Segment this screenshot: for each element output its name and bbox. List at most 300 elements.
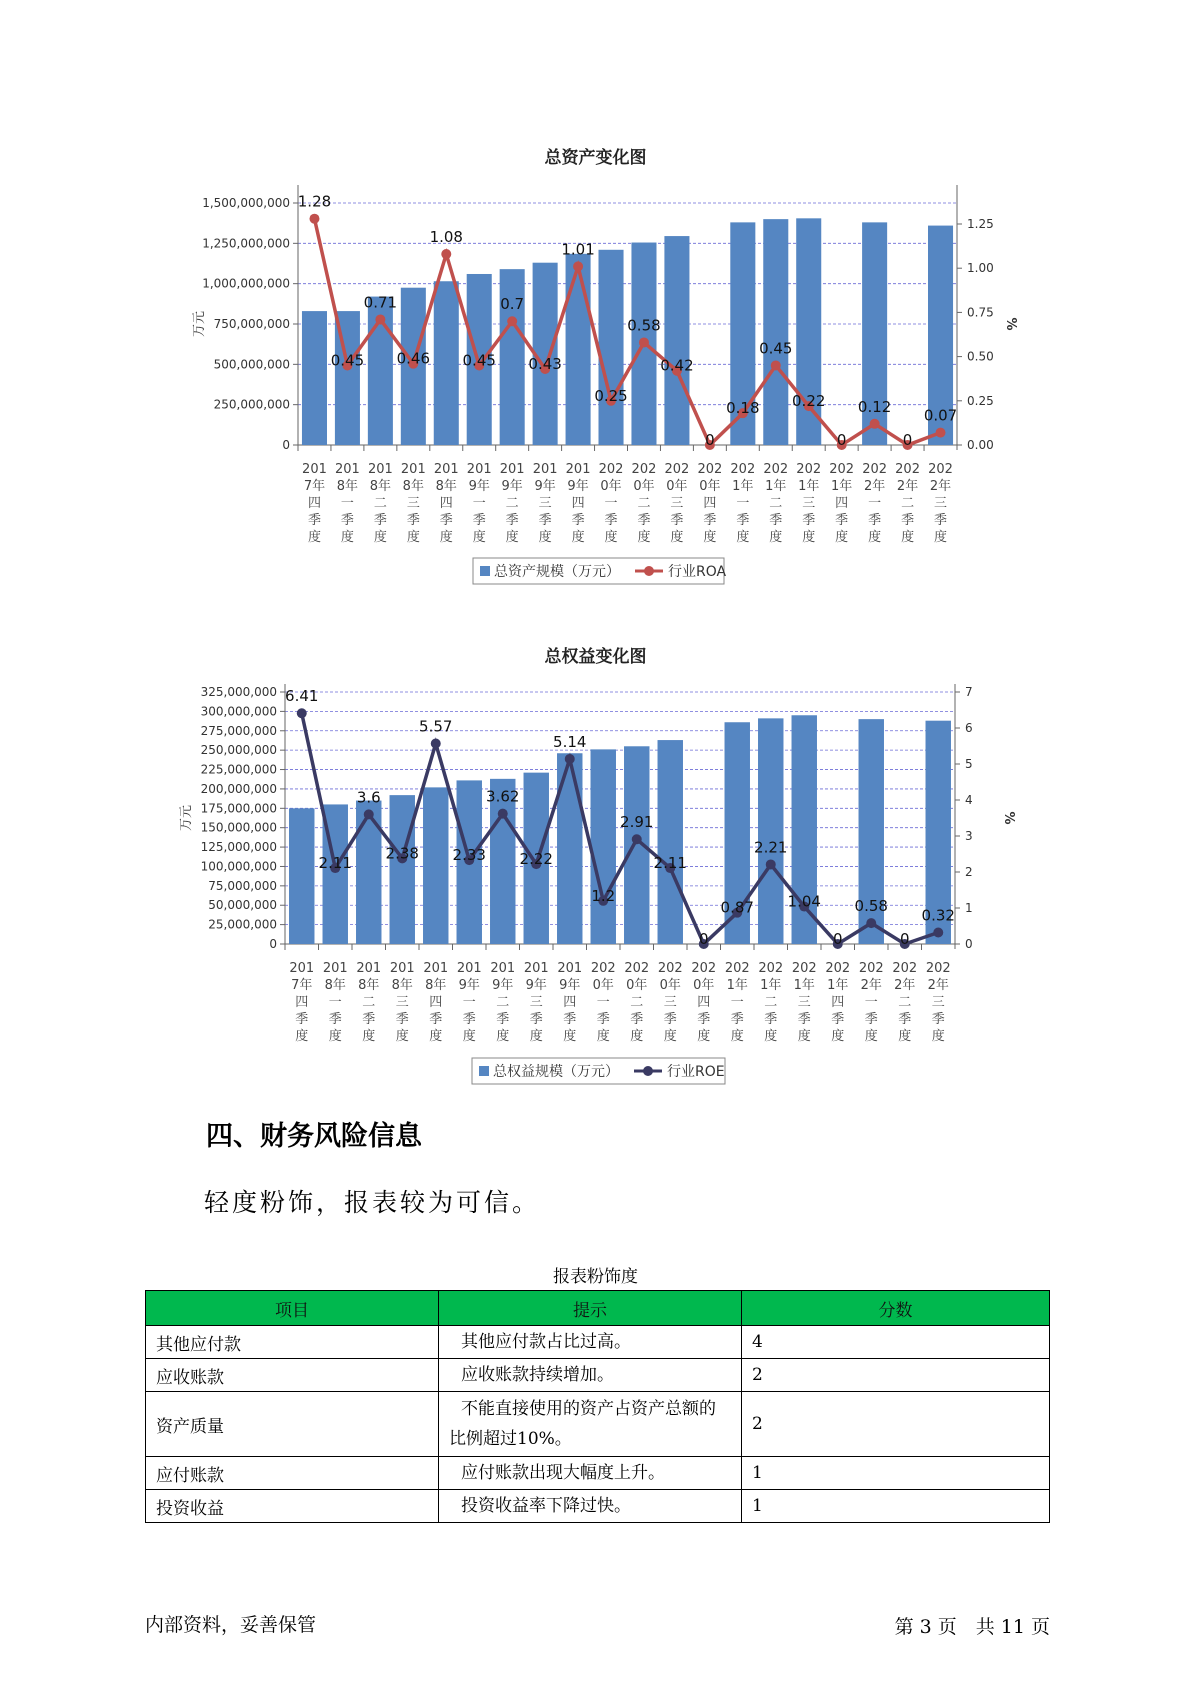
data-label: 0.87: [720, 898, 754, 917]
x-tick-label: 度: [637, 530, 651, 545]
x-tick-label: 季: [868, 513, 882, 528]
y-tick-label: 0: [269, 937, 277, 951]
total-assets-chart: [0, 180, 1191, 590]
x-tick-label: 度: [931, 1029, 945, 1044]
x-tick-label: 201: [322, 961, 348, 976]
data-label: 0.45: [759, 339, 793, 358]
data-label: 2.11: [653, 854, 687, 873]
data-label: 1.01: [561, 240, 595, 259]
y2-tick-label: 0.00: [967, 438, 994, 452]
legend-bar-label: 总资产规模（万元）: [494, 564, 620, 580]
x-tick-label: 度: [496, 1029, 510, 1044]
x-tick-label: 度: [730, 1029, 744, 1044]
line-point: [498, 809, 508, 819]
footer-confidential: 内部资料，妥善保管: [145, 1614, 317, 1636]
y2-tick-label: 5: [965, 757, 973, 771]
x-tick-label: 季: [462, 1012, 476, 1027]
x-tick-label: 202: [631, 462, 657, 477]
x-tick-label: 一: [604, 496, 618, 511]
x-tick-label: 季: [802, 513, 816, 528]
x-tick-label: 四: [703, 496, 717, 511]
data-label: 5.14: [553, 732, 587, 751]
bar: [289, 808, 314, 944]
data-label: 0.42: [660, 356, 694, 375]
x-tick-label: 2年: [894, 978, 916, 993]
x-tick-label: 二: [505, 496, 519, 511]
data-label: 3.6: [356, 788, 381, 807]
data-label: 2.38: [385, 844, 419, 863]
cell-hint: 不能直接使用的资产占资产总额的比例超过10%。: [439, 1392, 742, 1457]
x-tick-label: 一: [328, 995, 342, 1010]
x-tick-label: 二: [496, 995, 510, 1010]
x-tick-label: 201: [499, 462, 525, 477]
table-caption: 报表粉饰度: [553, 1267, 638, 1287]
line-point: [771, 360, 781, 370]
x-tick-label: 201: [490, 961, 516, 976]
x-tick-label: 季: [901, 513, 915, 528]
x-tick-label: 201: [523, 961, 549, 976]
x-tick-label: 度: [736, 530, 750, 545]
data-label: 0.07: [923, 406, 958, 425]
y-tick-label: 125,000,000: [200, 840, 277, 855]
x-tick-label: 四: [295, 995, 309, 1010]
x-tick-label: 202: [858, 961, 884, 976]
y2-tick-label: 7: [965, 685, 973, 699]
x-tick-label: 8年: [391, 978, 413, 993]
x-tick-label: 季: [835, 513, 849, 528]
line-point: [364, 809, 374, 819]
x-tick-label: 202: [791, 961, 817, 976]
data-label: 0.45: [330, 351, 365, 370]
x-tick-label: 二: [769, 496, 783, 511]
x-tick-label: 度: [472, 530, 486, 545]
data-label: 0.32: [921, 906, 955, 925]
data-label: 0.12: [857, 397, 892, 416]
legend-bar-label: 总权益规模（万元）: [493, 1064, 619, 1080]
x-tick-label: 度: [663, 1029, 677, 1044]
x-tick-label: 季: [328, 1012, 342, 1027]
x-tick-label: 度: [462, 1029, 476, 1044]
x-tick-label: 201: [400, 462, 426, 477]
x-tick-label: 9年: [525, 978, 547, 993]
x-tick-label: 季: [934, 513, 948, 528]
line-point: [866, 918, 876, 928]
y-tick-label: 750,000,000: [213, 317, 290, 331]
data-label: 1.28: [297, 192, 332, 211]
x-tick-label: 1年: [765, 479, 787, 494]
bar: [763, 219, 788, 445]
x-tick-label: 二: [764, 995, 778, 1010]
x-tick-label: 二: [901, 496, 915, 511]
x-tick-label: 201: [356, 961, 382, 976]
x-tick-label: 度: [831, 1029, 845, 1044]
y-tick-label: 1,000,000,000: [202, 276, 290, 291]
table-row: [146, 1392, 1050, 1457]
bar: [591, 749, 616, 944]
cell-hint: 投资收益率下降过快。: [439, 1490, 742, 1523]
data-label: 0: [836, 431, 847, 449]
line-point: [632, 834, 642, 844]
x-tick-label: 二: [630, 995, 644, 1010]
data-label: 6.41: [285, 687, 319, 706]
x-tick-label: 度: [797, 1029, 811, 1044]
x-tick-label: 201: [389, 961, 415, 976]
y2-tick-label: 1.00: [967, 261, 994, 276]
x-tick-label: 8年: [425, 978, 447, 993]
y-tick-label: 150,000,000: [200, 820, 277, 835]
x-tick-label: 0年: [659, 978, 681, 993]
x-tick-label: 四: [429, 995, 443, 1010]
x-tick-label: 9年: [501, 479, 523, 494]
table-row: [146, 1359, 1050, 1392]
x-tick-label: 一: [736, 496, 750, 511]
x-tick-label: 度: [697, 1029, 711, 1044]
x-tick-label: 202: [829, 462, 855, 477]
y-tick-label: 25,000,000: [208, 917, 277, 932]
cell-score: 4: [742, 1326, 1050, 1359]
cell-item: 应收账款: [146, 1359, 439, 1392]
x-tick-label: 度: [307, 530, 321, 545]
x-tick-label: 度: [901, 530, 915, 545]
x-tick-label: 季: [831, 1012, 845, 1027]
cell-item: 投资收益: [146, 1490, 439, 1523]
x-tick-label: 度: [340, 530, 354, 545]
y-tick-label: 300,000,000: [200, 704, 277, 719]
x-tick-label: 202: [664, 462, 690, 477]
x-tick-label: 9年: [559, 978, 581, 993]
x-tick-label: 1年: [732, 479, 754, 494]
x-tick-label: 8年: [336, 479, 359, 494]
x-tick-label: 1年: [798, 479, 820, 494]
footer-page-number: 第 3 页 共 11 页: [894, 1616, 1050, 1638]
x-tick-label: 度: [934, 530, 948, 545]
x-tick-label: 一: [596, 995, 610, 1010]
x-tick-label: 8年: [402, 479, 424, 494]
line-point: [507, 316, 517, 326]
bar: [390, 795, 415, 944]
y-tick-label: 1,500,000,000: [202, 196, 290, 210]
y-tick-label: 50,000,000: [208, 898, 277, 913]
x-tick-label: 季: [663, 1012, 677, 1027]
x-tick-label: 季: [769, 513, 783, 528]
data-label: 2.33: [452, 846, 486, 865]
x-tick-label: 季: [406, 513, 420, 528]
x-tick-label: 二: [362, 995, 376, 1010]
x-tick-label: 2年: [863, 479, 886, 494]
line-point: [309, 214, 319, 224]
line-point: [639, 337, 649, 347]
x-tick-label: 度: [328, 1029, 342, 1044]
x-tick-label: 202: [763, 462, 789, 477]
x-tick-label: 二: [898, 995, 912, 1010]
x-tick-label: 9年: [567, 479, 589, 494]
bar: [423, 787, 448, 944]
x-tick-label: 202: [691, 961, 717, 976]
data-label: 3.62: [486, 787, 520, 806]
x-tick-label: 度: [362, 1029, 376, 1044]
x-tick-label: 度: [571, 530, 585, 545]
x-tick-label: 201: [367, 462, 393, 477]
chart2-title: 总权益变化图: [544, 647, 647, 667]
x-tick-label: 度: [864, 1029, 878, 1044]
x-tick-label: 一: [462, 995, 476, 1010]
x-tick-label: 202: [825, 961, 851, 976]
x-tick-label: 季: [429, 1012, 443, 1027]
x-tick-label: 度: [538, 530, 552, 545]
x-tick-label: 季: [563, 1012, 577, 1027]
x-tick-label: 2年: [860, 978, 882, 993]
x-tick-label: 季: [604, 513, 618, 528]
x-tick-label: 202: [598, 462, 624, 477]
bar: [356, 801, 381, 944]
x-tick-label: 三: [797, 995, 811, 1010]
cell-score: 1: [742, 1490, 1050, 1523]
x-tick-label: 季: [596, 1012, 610, 1027]
y-tick-label: 250,000,000: [213, 397, 290, 412]
y2-tick-label: 0.25: [967, 393, 994, 408]
x-tick-label: 0年: [592, 978, 614, 993]
line-point: [870, 419, 880, 429]
x-tick-label: 201: [532, 462, 558, 477]
header-score: 分数: [742, 1291, 1050, 1326]
x-tick-label: 8年: [369, 479, 392, 494]
x-tick-label: 度: [764, 1029, 778, 1044]
data-label: 1.04: [787, 892, 821, 911]
bar: [599, 250, 624, 445]
x-tick-label: 201: [423, 961, 449, 976]
x-tick-label: 季: [630, 1012, 644, 1027]
x-tick-label: 201: [289, 961, 315, 976]
x-tick-label: 季: [307, 513, 321, 528]
x-tick-label: 季: [472, 513, 486, 528]
x-tick-label: 四: [439, 496, 453, 511]
x-tick-label: 0年: [626, 978, 648, 993]
x-tick-label: 201: [302, 462, 327, 477]
x-tick-label: 0年: [633, 479, 655, 494]
cell-score: 2: [742, 1359, 1050, 1392]
x-tick-label: 度: [802, 530, 816, 545]
x-tick-label: 一: [340, 496, 354, 511]
x-tick-label: 季: [764, 1012, 778, 1027]
x-tick-label: 一: [868, 496, 882, 511]
y2-tick-label: 0: [965, 937, 973, 951]
legend-line-marker: [643, 1066, 653, 1076]
x-tick-label: 季: [295, 1012, 309, 1027]
y2-tick-label: 1: [965, 901, 973, 915]
x-tick-label: 三: [538, 496, 552, 511]
data-label: 0: [832, 930, 843, 948]
x-tick-label: 季: [736, 513, 750, 528]
legend-bar-swatch: [479, 1066, 489, 1076]
x-tick-label: 8年: [358, 978, 380, 993]
x-tick-label: 202: [758, 961, 784, 976]
data-label: 0.43: [528, 354, 562, 373]
x-tick-label: 季: [931, 1012, 945, 1027]
x-tick-label: 9年: [534, 479, 556, 494]
line-point: [441, 249, 451, 259]
data-label: 2.21: [754, 838, 788, 857]
legend-line-label: 行业ROE: [667, 1064, 725, 1080]
x-tick-label: 1年: [726, 978, 748, 993]
x-tick-label: 7年: [291, 978, 313, 993]
x-tick-label: 度: [868, 530, 882, 545]
x-tick-label: 度: [563, 1029, 577, 1044]
x-tick-label: 度: [703, 530, 717, 545]
x-tick-label: 度: [395, 1029, 409, 1044]
data-label: 0: [902, 431, 913, 449]
total-equity-chart: [0, 680, 1191, 1090]
x-tick-label: 三: [670, 496, 684, 511]
x-tick-label: 季: [496, 1012, 510, 1027]
data-label: 0: [698, 930, 709, 948]
x-tick-label: 9年: [492, 978, 514, 993]
x-tick-label: 三: [802, 496, 816, 511]
x-tick-label: 202: [590, 961, 616, 976]
bar: [658, 740, 683, 944]
x-tick-label: 四: [571, 496, 585, 511]
line-point: [375, 314, 385, 324]
data-label: 2.11: [318, 854, 352, 873]
x-tick-label: 度: [898, 1029, 912, 1044]
y-axis-title: 万元: [192, 310, 207, 338]
x-tick-label: 202: [697, 462, 723, 477]
x-tick-label: 9年: [458, 978, 480, 993]
x-tick-label: 1年: [793, 978, 815, 993]
x-tick-label: 一: [864, 995, 878, 1010]
data-label: 0.58: [854, 897, 888, 916]
y2-tick-label: 0.75: [967, 305, 994, 320]
x-tick-label: 四: [563, 995, 577, 1010]
x-tick-label: 季: [538, 513, 552, 528]
x-tick-label: 三: [529, 995, 543, 1010]
x-tick-label: 8年: [324, 978, 346, 993]
x-tick-label: 三: [663, 995, 677, 1010]
x-tick-label: 度: [769, 530, 783, 545]
y2-axis-title: %: [1003, 317, 1018, 331]
x-tick-label: 度: [529, 1029, 543, 1044]
data-label: 0.46: [396, 349, 431, 368]
y2-tick-label: 2: [965, 865, 973, 879]
data-label: 2.91: [620, 813, 654, 832]
y-tick-label: 75,000,000: [208, 878, 277, 893]
bar: [302, 311, 327, 445]
x-tick-label: 2年: [927, 978, 949, 993]
legend-line-label: 行业ROA: [668, 564, 727, 580]
x-tick-label: 202: [925, 961, 951, 976]
x-tick-label: 度: [630, 1029, 644, 1044]
x-tick-label: 季: [340, 513, 354, 528]
x-tick-label: 季: [505, 513, 519, 528]
x-tick-label: 一: [472, 496, 486, 511]
cell-hint: 应收账款持续增加。: [439, 1359, 742, 1392]
x-tick-label: 季: [373, 513, 387, 528]
x-tick-label: 季: [898, 1012, 912, 1027]
x-tick-label: 1年: [760, 978, 782, 993]
line-point: [431, 738, 441, 748]
legend-bar-swatch: [480, 566, 490, 576]
x-tick-label: 201: [335, 462, 360, 477]
data-label: 0.58: [627, 316, 661, 335]
x-tick-label: 季: [864, 1012, 878, 1027]
x-tick-label: 季: [362, 1012, 376, 1027]
cell-score: 2: [742, 1392, 1050, 1457]
x-tick-label: 202: [730, 462, 756, 477]
header-item: 项目: [146, 1291, 439, 1326]
x-tick-label: 季: [697, 1012, 711, 1027]
x-tick-label: 202: [895, 462, 920, 477]
section-heading: 四、财务风险信息: [206, 1121, 422, 1152]
x-tick-label: 季: [797, 1012, 811, 1027]
x-tick-label: 四: [831, 995, 845, 1010]
table-header-row: [146, 1291, 1050, 1326]
line-point: [565, 754, 575, 764]
x-tick-label: 二: [373, 496, 387, 511]
x-tick-label: 四: [835, 496, 849, 511]
y2-tick-label: 4: [965, 793, 973, 807]
y-tick-label: 1,250,000,000: [202, 236, 290, 251]
bar: [758, 718, 783, 944]
x-tick-label: 三: [934, 496, 948, 511]
x-tick-label: 0年: [666, 479, 688, 494]
x-tick-label: 202: [657, 961, 683, 976]
x-tick-label: 201: [565, 462, 591, 477]
y-tick-label: 275,000,000: [200, 723, 277, 738]
line-point: [573, 261, 583, 271]
bar: [434, 281, 459, 445]
bar: [566, 254, 591, 445]
x-tick-label: 季: [730, 1012, 744, 1027]
x-tick-label: 202: [928, 462, 953, 477]
cell-item: 应付账款: [146, 1457, 439, 1490]
y-axis-title: 万元: [179, 804, 194, 832]
bar: [664, 236, 689, 445]
x-tick-label: 0年: [600, 479, 622, 494]
y-tick-label: 325,000,000: [200, 685, 277, 699]
line-point: [297, 708, 307, 718]
data-label: 0.25: [594, 386, 628, 405]
x-tick-label: 四: [307, 496, 321, 511]
y-tick-label: 200,000,000: [200, 781, 277, 796]
data-label: 0.22: [792, 392, 826, 411]
x-tick-label: 季: [571, 513, 585, 528]
x-tick-label: 2年: [896, 479, 919, 494]
conclusion-text: 轻度粉饰，报表较为可信。: [204, 1188, 541, 1217]
x-tick-label: 度: [596, 1029, 610, 1044]
x-tick-label: 三: [395, 995, 409, 1010]
x-tick-label: 202: [624, 961, 650, 976]
x-tick-label: 度: [505, 530, 519, 545]
x-tick-label: 季: [670, 513, 684, 528]
y2-tick-label: 3: [965, 829, 973, 843]
chart1-title: 总资产变化图: [544, 148, 647, 168]
x-tick-label: 度: [295, 1029, 309, 1044]
x-tick-label: 度: [604, 530, 618, 545]
x-tick-label: 202: [892, 961, 918, 976]
cell-item: 其他应付款: [146, 1326, 439, 1359]
x-tick-label: 季: [703, 513, 717, 528]
data-label: 1.08: [429, 228, 463, 247]
risk-table: [145, 1290, 1050, 1523]
x-tick-label: 季: [529, 1012, 543, 1027]
line-point: [936, 428, 946, 438]
data-label: 0: [705, 431, 715, 449]
data-label: 0.71: [363, 293, 398, 312]
x-tick-label: 一: [730, 995, 744, 1010]
y2-tick-label: 6: [965, 721, 973, 735]
data-label: 0.45: [462, 351, 496, 370]
data-label: 0.18: [726, 399, 760, 418]
x-tick-label: 季: [395, 1012, 409, 1027]
